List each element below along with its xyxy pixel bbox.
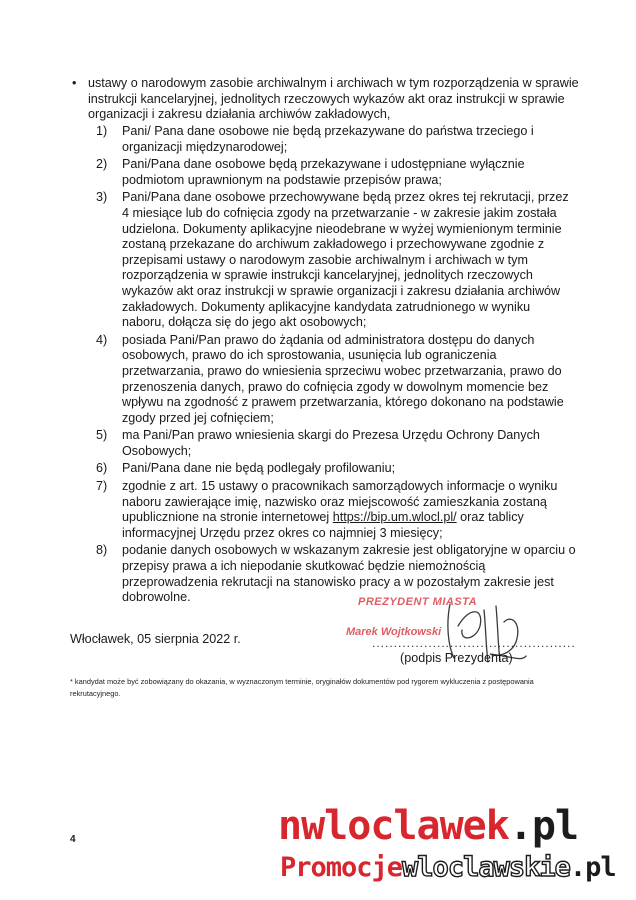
- item-text: posiada Pani/Pan prawo do żądania od administratora dostępu do danych osobowych, prawo do ich sprostowania, usunięcia lub ograniczenia przetwarzania, prawo do wniesienia sprzeciwu wobec przetwarzania, prawo do przenoszenia danych, prawo do cofnięcia zgody w dowolnym momencie bez wpływu na zgodność z prawem przetwarzania, którego dokonano na podstawie zgody przed jej cofnięciem;: [122, 332, 564, 425]
- bullet-icon: •: [72, 76, 77, 90]
- watermark-black-part: .pl: [508, 803, 579, 849]
- item-text: ma Pani/Pan prawo wniesienia skargi do Prezesa Urzędu Ochrony Danych Osobowych;: [122, 428, 540, 458]
- intro-text: ustawy o narodowym zasobie archiwalnym i archiwach w tym rozporządzenia w sprawie instrukcji kancelaryjnej, jednolitych rzeczowych wykazów akt oraz instrukcji w sprawie organizacji i zakresu działania archiwów zakładowych,: [88, 76, 579, 122]
- item-number: 6): [96, 461, 108, 476]
- list-item: [96, 428, 576, 459]
- item-text: podanie danych osobowych w wskazanym zakresie jest obligatoryjne w oparciu o przepisy prawa a ich niepodanie skutkować będzie niemożnością przeprowadzenia rekrutacji na stanowisko pracy a w pozostałym zakresie jest dobrowolne.: [122, 543, 576, 605]
- item-number: 7): [96, 479, 108, 494]
- item-text: Pani/Pana dane osobowe będą przekazywane i udostępniane wyłącznie podmiotom uprawnionym na podstawie przepisów prawa;: [122, 157, 525, 187]
- bip-link[interactable]: https://bip.um.wlocl.pl/: [332, 510, 457, 525]
- watermark-black-part: .pl: [569, 852, 616, 883]
- list-item: [96, 157, 576, 188]
- item-number: 5): [96, 428, 108, 443]
- page-number: 4: [70, 834, 76, 845]
- item-number: 1): [96, 124, 108, 138]
- watermark-red-part: nwloclawek: [278, 803, 509, 849]
- watermark-outline-part: wloclawskie: [402, 852, 570, 883]
- watermark-promocje: [280, 852, 616, 883]
- list-item: [96, 124, 576, 155]
- item-text: Pani/Pana dane nie będą podlegały profilowaniu;: [122, 461, 396, 476]
- numbered-list: [96, 124, 576, 608]
- item-text-after-link: oraz tablicy informacyjnej Urzędu przez okres co najmniej 3 miesięcy;: [122, 510, 524, 540]
- signature-label: (podpis Prezydenta): [400, 651, 513, 665]
- item-text: Pani/Pana dane osobowe przechowywane będą przez okres tej rekrutacji, przez 4 miesiące lub do cofnięcia zgody na przetwarzanie - w zakresie jakim została udzielona. Dokumenty aplikacyjne nieodebrane w wyżej wymienionym terminie zostaną przekazane do archiwum zakładowego i przechowywane zgodnie z przepisami ustawy o narodowym zasobie archiwalnym i archiwach w tym rozporządzenia w sprawie instrukcji kancelaryjnej, jednolitych rzeczowych wykazów akt oraz instrukcji w sprawie organizacji i zakresu działania archiwów zakładowych. Dokumenty aplikacyjne kandydata zatrudnionego w wyniku naboru, dołącza się do jego akt osobowych;: [122, 190, 569, 330]
- item-number: 4): [96, 332, 108, 347]
- list-item: [96, 333, 576, 427]
- footnote: * kandydat może być zobowiązany do okazania, w wyznaczonym terminie, oryginałów dokumentów pod rygorem wykluczenia z postępowania rekrutacyjnego.: [70, 677, 534, 698]
- list-item: [96, 479, 576, 541]
- list-item: [96, 461, 576, 477]
- item-number: 2): [96, 157, 108, 172]
- stamp-name: Marek Wojtkowski: [346, 626, 442, 638]
- item-number: 3): [96, 190, 108, 205]
- intro-bullet-paragraph: [72, 76, 588, 123]
- item-text: Pani/ Pana dane osobowe nie będą przekazywane do państwa trzeciego i organizacji międzynarodowej;: [122, 124, 534, 154]
- list-item: [96, 190, 576, 330]
- item-text-before-link: zgodnie z art. 15 ustawy o pracownikach samorządowych informacje o wyniku naboru zawierające imię, nazwisko oraz miejscowość zamieszkania zostaną upublicznione na stronie internetowej: [122, 479, 558, 525]
- stamp-title: PREZYDENT MIASTA: [358, 596, 478, 608]
- watermark-red-part: Promocje: [280, 852, 403, 883]
- signature-dotted-line: ...............................................: [372, 636, 576, 650]
- watermark-nwloclawek: [278, 803, 578, 849]
- item-number: 8): [96, 543, 108, 558]
- place-and-date: Włocławek, 05 sierpnia 2022 r.: [70, 632, 241, 646]
